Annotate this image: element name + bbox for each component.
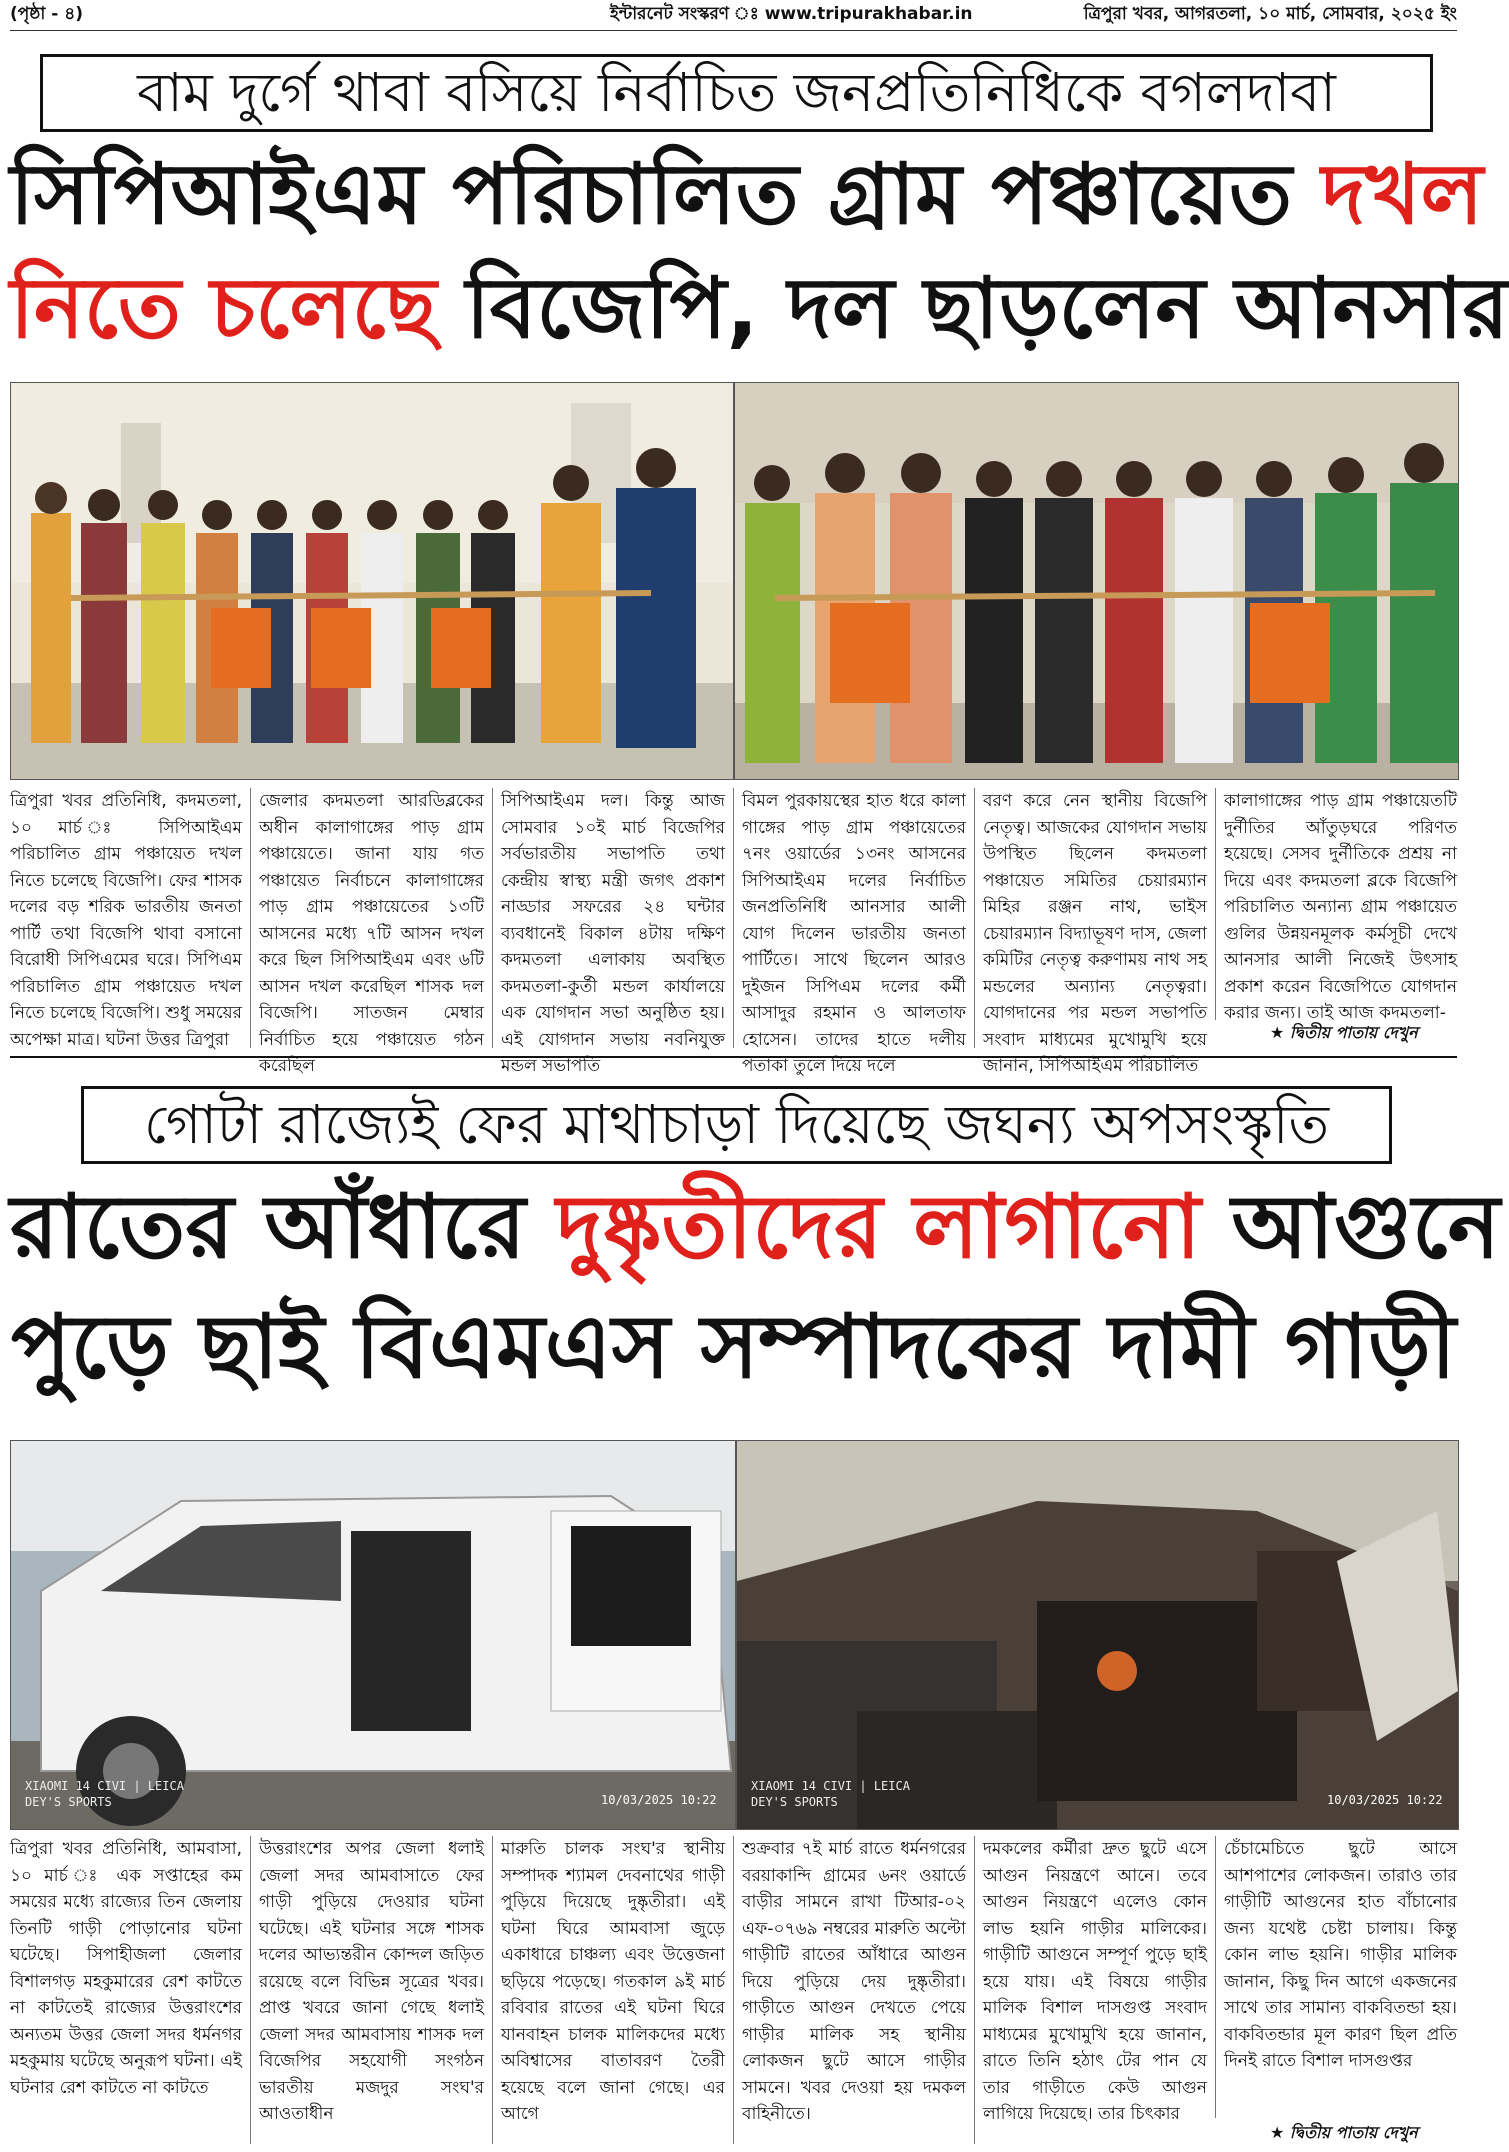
story1-col-5: বরণ করে নেন স্থানীয় বিজেপি নেতৃত্ব। আজকের যোগদান সভায় উপস্থিত ছিলেন কদমতলা পঞ্চায়েত সমিতির চেয়ারম্যান মিহির রঞ্জন নাথ, ভাইস চেয়ারম্যান বিদ্যাভূষণ দাস, জেলা কমিটির নেতৃত্ব করুণাময় নাথ সহ মন্ডলের অন্যান্য নেতৃত্বরা। যোগদানের পর মন্ডল সভাপতি সংবাদ মাধ্যমের মুখোমুখি হয়ে জানান, সিপিআইএম পরিচালিত: [974, 788, 1207, 1048]
section-divider: [10, 1056, 1457, 1058]
photo2-timestamp: 10/03/2025 10:22: [1327, 1793, 1443, 1807]
story2-col-6: চেঁচামেচিতে ছুটে আসে আশপাশের লোকজন। তারাও তার গাড়ীটি আগুনের হাত বাঁচানোর জন্য যথেষ্ট চেষ্টা চালায়। কিন্তু কোন লাভ হয়নি। গাড়ীর মালিক জানান, কিছু দিন আগে একজনের সাথে তার সামান্য বাকবিতন্ডা হয়। বাকবিতন্ডার মূল কারণ ছিল প্রতি দিনই রাতে বিশাল দাসগুপ্তর: [1215, 1836, 1457, 2118]
story1-headline-line2-red: নিতে চলেছে: [10, 259, 466, 357]
story1-col-4: বিমল পুরকায়স্থের হাত ধরে কালা গাঙ্গের পাড় গ্রাম পঞ্চায়েতের ৭নং ওয়ার্ডের ১৩নং আসনের সিপিআইএম দলের নির্বাচিত জনপ্রতিনিধি আনসার আলী যোগ দিলেন ভারতীয় জনতা পার্টিতে। সাথে ছিলেন আরও দুইজন সিপিএম দলের কর্মী আসাদুর রহমান ও আলতাফ হোসেন। তাদের হাতে দলীয় পতাকা তুলে দিয়ে দলে: [733, 788, 966, 1048]
story2-headline-line1: [10, 1168, 1501, 1286]
story1-headline-line1-red: দখল: [1321, 145, 1484, 243]
story1-headline-line1: [10, 138, 1484, 250]
dateline: ত্রিপুরা খবর, আগরতলা, ১০ মার্চ, সোমবার, ২০২৫ ইং: [1083, 4, 1457, 24]
story2-photo-left-illustration: [11, 1441, 735, 1829]
story1-headline-line1-black: সিপিআইএম পরিচালিত গ্রাম পঞ্চায়েত: [10, 145, 1322, 243]
newspaper-page: [10, 0, 1509, 2152]
story2-photo-left: [10, 1440, 736, 1830]
page-header-bar: [10, 0, 1457, 31]
story1-continued: ★ দ্বিতীয় পাতায় দেখুন: [1270, 1023, 1418, 1042]
story1-photo-right-illustration: [735, 383, 1458, 779]
photo2-watermark-b: DEY'S SPORTS: [751, 1795, 838, 1809]
page-number: (পৃষ্ঠা - ৪): [10, 4, 84, 24]
story1-headline-line2: [10, 252, 1509, 364]
photo1-watermark-b: DEY'S SPORTS: [25, 1795, 112, 1809]
photo2-watermark-a: XIAOMI 14 CIVI | LEICA: [751, 1779, 910, 1793]
story2-body: [10, 1836, 1457, 2146]
story1-col-1: ত্রিপুরা খবর প্রতিনিধি, কদমতলা, ১০ মার্চ ঃ সিপিআইএম পরিচালিত গ্রাম পঞ্চায়েত দখল নিতে চলেছে বিজেপি। ফের শাসক দলের বড় শরিক ভারতীয় জনতা পার্টি তথা বিজেপি থাবা বসানো বিরোধী সিপিএমের ঘরে। সিপিএম পরিচালিত গ্রাম পঞ্চায়েত দখল নিতে চলেছে বিজেপি। শুধু সময়ের অপেক্ষা মাত্র। ঘটনা উত্তর ত্রিপুরা: [10, 791, 242, 1050]
story1-body: [10, 788, 1457, 1076]
story1-photo-right: [734, 382, 1459, 780]
story2-headline-line2: পুড়ে ছাই বিএমএস সম্পাদকের দামী গাড়ী: [11, 1295, 1456, 1398]
photo1-watermark-a: XIAOMI 14 CIVI | LEICA: [25, 1779, 184, 1793]
story2-continued: ★ দ্বিতীয় পাতায় দেখুন: [1270, 2123, 1418, 2142]
story2-col-2: উত্তরাংশের অপর জেলা ধলাই জেলা সদর আমবাসাতে ফের গাড়ী পুড়িয়ে দেওয়ার ঘটনা ঘটেছে। এই ঘটনার সঙ্গে শাসক দলের আভ্যন্তরীন কোন্দল জড়িত রয়েছে বলে বিভিন্ন সূত্রের খবর। প্রাপ্ত খবরে জানা গেছে ধলাই জেলা সদর আমবাসায় শাসক দল বিজেপির সহযোগী সংগঠন ভারতীয় মজদুর সংঘ'র আওতাধীন: [250, 1836, 484, 2144]
story1-photo-left-illustration: [11, 383, 733, 779]
story2-headline-line1-red: দুষ্কৃতীদের লাগানো: [556, 1175, 1201, 1278]
story2-col-5: দমকলের কর্মীরা দ্রুত ছুটে এসে আগুন নিয়ন্ত্রণে আনে। তবে আগুন নিয়ন্ত্রণে এলেও কোন লাভ হয়নি গাড়ীর মালিকের। গাড়ীটি আগুনে সম্পূর্ণ পুড়ে ছাই হয়ে যায়। এই বিষয়ে গাড়ীর মালিক বিশাল দাসগুপ্ত সংবাদ মাধ্যমের মুখোমুখি হয়ে জানান, রাতে তিনি হঠাৎ টের পান যে তার গাড়ীতে কেউ আগুন লাগিয়ে দিয়েছে। তার চিৎকার: [974, 1836, 1207, 2144]
story1-photo-left: [10, 382, 734, 780]
edition-label: ইন্টারনেট সংস্করণ ঃ www.tripurakhabar.in: [610, 4, 973, 24]
story1-col-3: সিপিআইএম দল। কিন্তু আজ সোমবার ১০ই মার্চ বিজেপির সর্বভারতীয় সভাপতি তথা কেন্দ্রীয় স্বাস্থ্য মন্ত্রী জগৎ প্রকাশ নাড্ডার সফরের ২৪ ঘন্টার ব্যবধানেই বিকাল ৪টায় দক্ষিণ কদমতলা এলাকায় অবস্থিত কদমতলা-কুর্তী মন্ডল কার্যালয়ে এক যোগদান সভা অনুষ্ঠিত হয়। এই যোগদান সভায় নবনিযুক্ত মন্ডল সভাপতি: [492, 788, 725, 1048]
story1-kicker: বাম দুর্গে থাবা বসিয়ে নির্বাচিত জনপ্রতিনিধিকে বগলদাবা: [40, 54, 1433, 132]
story2-headline-line1-black-b: আগুনে: [1200, 1175, 1501, 1278]
story2-col-1: ত্রিপুরা খবর প্রতিনিধি, আমবাসা, ১০ মার্চ ঃ এক সপ্তাহের কম সময়ের মধ্যে রাজ্যের তিন জেলায় তিনটি গাড়ী পোড়ানোর ঘটনা ঘটেছে। সিপাহীজলা জেলার বিশালগড় মহকুমারের রেশ কাটতে না কাটতেই রাজ্যের উত্তরাংশের অন্যতম উত্তর জেলা সদর ধর্মনগর মহকুমায় ঘটেছে অনুরূপ ঘটনা। এই ঘটনার রেশ কাটতে না কাটতে: [10, 1839, 242, 2098]
story1-headline-line2-black: বিজেপি, দল ছাড়লেন আনসার: [465, 259, 1509, 357]
story1-col-2: জেলার কদমতলা আরডিব্লকের অধীন কালাগাঙ্গের পাড় গ্রাম পঞ্চায়েতে। জানা যায় গত পঞ্চায়েত নির্বাচনে কালাগাঙ্গের পাড় গ্রাম পঞ্চায়েতের ১৩টি আসনের মধ্যে ৭টি আসন দখল করে ছিল সিপিআইএম এবং ৬টি আসন দখল করেছিল শাসক দল বিজেপি। সাতজন মেম্বার নির্বাচিত হয়ে পঞ্চায়েত গঠন করেছিল: [250, 788, 484, 1048]
story2-photo-right: [736, 1440, 1459, 1830]
story1-col-6: কালাগাঙ্গের পাড় গ্রাম পঞ্চায়েতটি দুর্নীতির আঁতুড়ঘরে পরিণত হয়েছে। সেসব দুর্নীতিকে প্রশ্রয় না দিয়ে এবং কদমতলা ব্লকে বিজেপি পরিচালিত অন্যান্য গ্রাম পঞ্চায়েত গুলির উন্নয়নমূলক কর্মসূচী দেখে আনসার আলী নিজেই উৎসাহ প্রকাশ করেন বিজেপিতে যোগদান করার জন্য। তাই আজ কদমতলা-: [1215, 788, 1457, 1020]
story2-kicker: গোটা রাজ্যেই ফের মাথাচাড়া দিয়েছে জঘন্য অপসংস্কৃতি: [81, 1086, 1392, 1164]
story2-photo-right-illustration: [737, 1441, 1458, 1829]
story2-col-3: মারুতি চালক সংঘ'র স্থানীয় সম্পাদক শ্যামল দেবনাথের গাড়ী পুড়িয়ে দিয়েছে দুষ্কৃতীরা। এই ঘটনা ঘিরে আমবাসা জুড়ে একাধারে চাঞ্চল্য এবং উত্তেজনা ছড়িয়ে পড়েছে। গতকাল ৯ই মার্চ রবিবার রাতের এই ঘটনা ঘিরে যানবাহন চালক মালিকদের মধ্যে অবিশ্বাসের বাতাবরণ তৈরী হয়েছে বলে জানা গেছে। এর আগে: [492, 1836, 725, 2144]
photo1-timestamp: 10/03/2025 10:22: [601, 1793, 717, 1807]
story2-headline-line1-black-a: রাতের আঁধারে: [10, 1175, 557, 1278]
story2-col-4: শুক্রবার ৭ই মার্চ রাতে ধর্মনগরের বরয়াকান্দি গ্রামের ৬নং ওয়ার্ডে বাড়ীর সামনে রাখা টিআর-০২ এফ-০৭৬৯ নম্বরের মারুতি অল্টো গাড়ীটি রাতের আঁধারে আগুন দিয়ে পুড়িয়ে দেয় দুষ্কৃতীরা। গাড়ীতে আগুন দেখতে পেয়ে গাড়ীর মালিক সহ স্থানীয় লোকজন ছুটে আসে গাড়ীর সামনে। খবর দেওয়া হয় দমকল বাহিনীতে।: [733, 1836, 966, 2144]
